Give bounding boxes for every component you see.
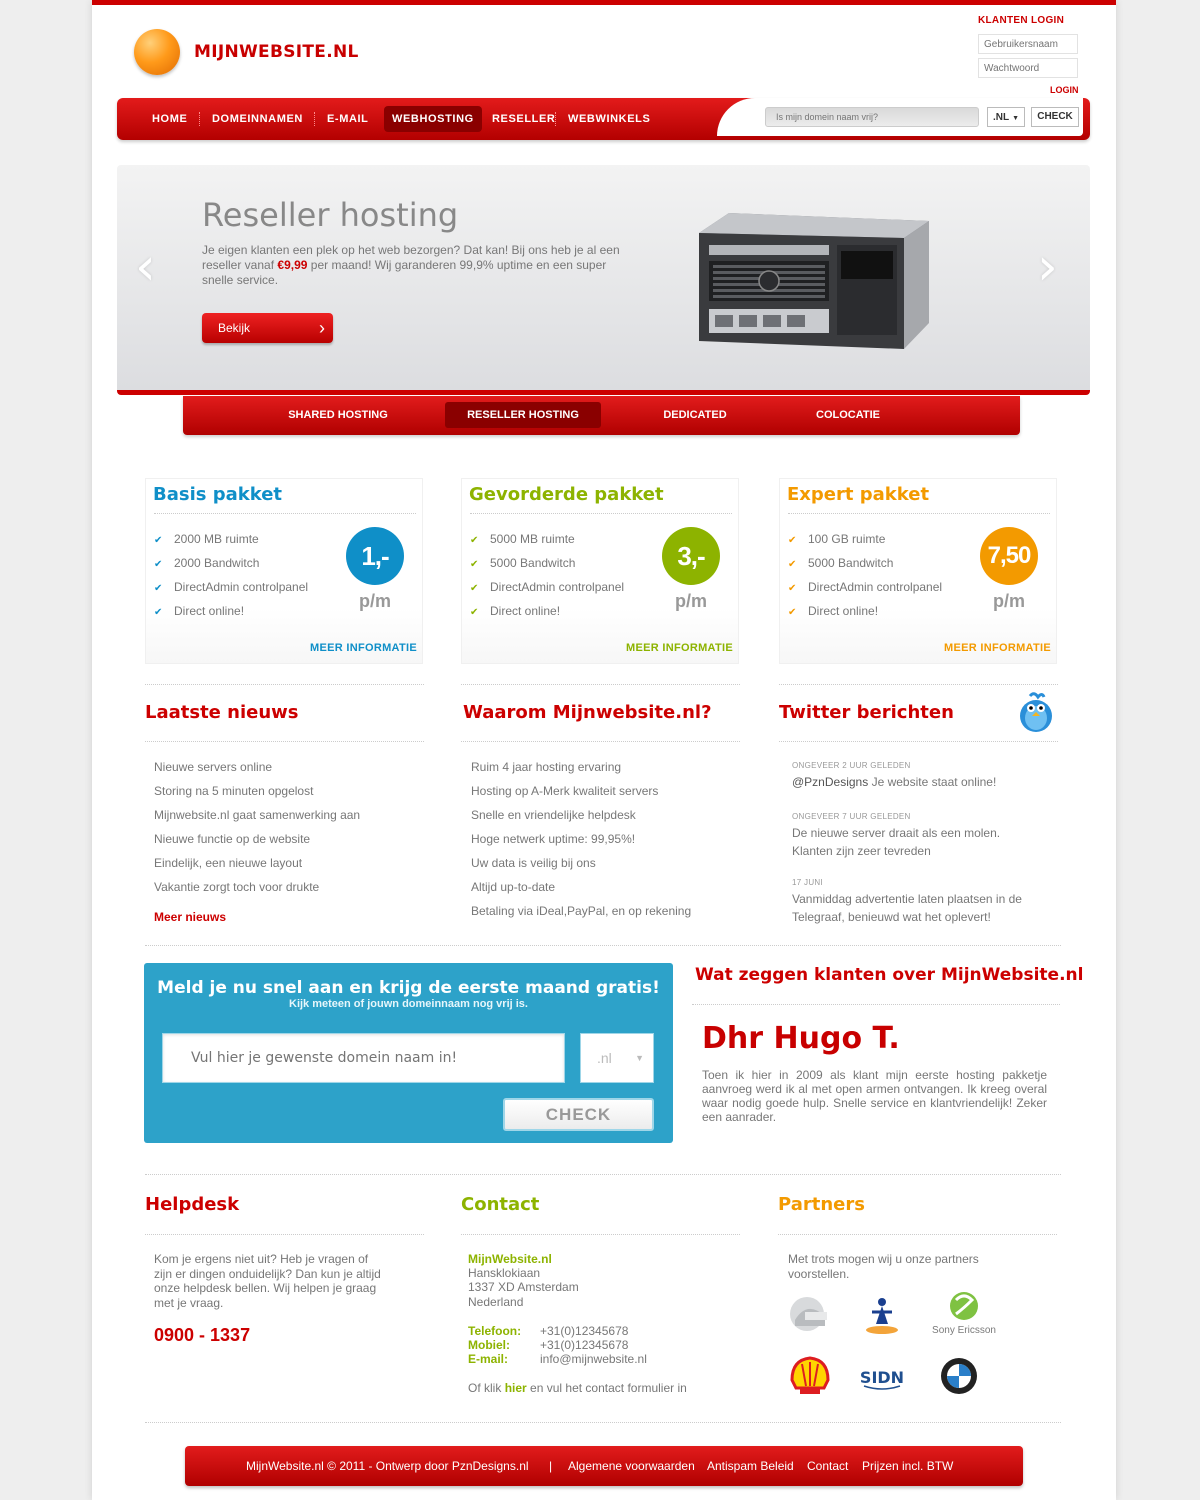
package-feature: 5000 Bandwitch (490, 556, 576, 570)
slider-next-arrow-icon[interactable]: › (1037, 237, 1058, 297)
partners-text: Met trots mogen wij u onze partners voorstellen. (788, 1252, 979, 1281)
testimonial-title: Wat zeggen klanten over MijnWebsite.nl (695, 965, 1084, 985)
contact-phone-value: +31(0)12345678 (540, 1324, 629, 1338)
package-card-expert (779, 478, 1057, 664)
footer-link-contact[interactable]: Contact (807, 1459, 849, 1473)
divider (154, 513, 416, 514)
login-link[interactable]: LOGIN (1050, 85, 1079, 95)
signup-title: Meld je nu snel aan en krijg de eerste maand gratis! (157, 978, 660, 998)
divider (145, 945, 1061, 946)
contact-form-link[interactable]: hier (504, 1381, 527, 1395)
divider (145, 741, 424, 742)
checkmark-icon: ✔ (154, 559, 163, 570)
footer-copyright: MijnWebsite.nl © 2011 - Ontwerp door PznDesigns.nl (246, 1459, 529, 1473)
sidn-label: SIDN (859, 1368, 905, 1387)
divider (461, 1234, 740, 1235)
contact-phone-label: Telefoon: (468, 1324, 522, 1338)
tweet-date: ONGEVEER 7 UUR GELEDEN (792, 812, 911, 821)
package-feature: DirectAdmin controlpanel (490, 580, 625, 594)
why-item: Uw data is veilig bij ons (471, 856, 596, 870)
contact-company: MijnWebsite.nl (468, 1252, 552, 1266)
slide-text-part: per maand! Wij garanderen 99,9% uptime en een super snelle service. (202, 258, 607, 287)
contact-form-text (468, 1381, 687, 1395)
news-item[interactable]: Nieuwe servers online (154, 760, 273, 774)
nav-item-reseller[interactable]: RESELLER (492, 113, 556, 125)
subnav-item-shared-hosting[interactable]: SHARED HOSTING (288, 409, 388, 421)
price-period: p/m (992, 591, 1025, 611)
tweet-handle-link[interactable]: @PznDesigns (792, 775, 869, 789)
divider (788, 513, 1050, 514)
server-image (689, 213, 937, 349)
tweet-body: Je website staat online! (871, 775, 997, 789)
price-badge: 7,50 (980, 527, 1038, 585)
package-title: Basis pakket (153, 484, 283, 505)
slider-prev-arrow-icon[interactable]: ‹ (135, 237, 156, 297)
partner-1-logo-icon[interactable] (785, 1290, 833, 1338)
divider (145, 1422, 1061, 1423)
why-item: Hoge netwerk uptime: 99,95%! (471, 832, 636, 846)
hosting-subnav (183, 396, 1020, 435)
partner-2-logo-icon[interactable] (858, 1290, 906, 1338)
footer-bar (185, 1446, 1023, 1486)
domain-search-input[interactable] (765, 107, 979, 127)
nav-item-email[interactable]: E-MAIL (327, 113, 369, 125)
signup-box (144, 963, 673, 1143)
twitter-title: Twitter berichten (779, 702, 954, 723)
divider (779, 741, 1058, 742)
contact-email-value[interactable]: info@mijnwebsite.nl (540, 1352, 647, 1366)
helpdesk-text: Kom je ergens niet uit? Heb je vragen of zijn er dingen onduidelijk? Dan kun je altijd onze helpdesk bellen. Wij helpen je graag met je vraag. (154, 1252, 381, 1310)
divider (145, 1234, 424, 1235)
signup-domain-input[interactable] (162, 1033, 565, 1083)
package-feature: 5000 Bandwitch (808, 556, 894, 570)
package-title: Gevorderde pakket (469, 484, 664, 505)
why-item: Altijd up-to-date (471, 880, 556, 894)
signup-check-button[interactable]: CHECK (503, 1098, 654, 1131)
footer-link-voorwaarden[interactable]: Algemene voorwaarden (568, 1459, 695, 1473)
page (92, 0, 1116, 1500)
package-feature: DirectAdmin controlpanel (174, 580, 309, 594)
username-input[interactable] (978, 34, 1078, 54)
sidn-logo-icon[interactable] (858, 1352, 906, 1400)
nav-item-webhosting[interactable]: WEBHOSTING (384, 106, 482, 132)
news-item[interactable]: Storing na 5 minuten opgelost (154, 784, 314, 798)
more-info-link[interactable]: MEER INFORMATIE (310, 642, 417, 654)
slide-price: €9,99 (277, 258, 308, 272)
signup-subtitle: Kijk meteen of jouwn domeinnaam nog vrij is. (289, 998, 528, 1010)
login-title: KLANTEN LOGIN (978, 15, 1065, 26)
slide-title: Reseller hosting (202, 196, 459, 234)
news-item[interactable]: Mijnwebsite.nl gaat samenwerking aan (154, 808, 361, 822)
contact-mobile-label: Mobiel: (468, 1338, 510, 1352)
slide-button-label: Bekijk (218, 321, 251, 335)
divider (145, 1174, 1061, 1175)
nav-separator (199, 112, 200, 126)
sony-ericsson-label: Sony Ericsson (932, 1325, 996, 1336)
slide-view-button[interactable] (202, 313, 333, 343)
checkmark-icon: ✔ (154, 607, 163, 618)
news-title: Laatste nieuws (145, 702, 299, 723)
chevron-down-icon: ▼ (635, 1053, 644, 1063)
checkmark-icon: ✔ (470, 559, 479, 570)
package-feature: 2000 MB ruimte (174, 532, 259, 546)
contact-mobile-value: +31(0)12345678 (540, 1338, 629, 1352)
why-item: Ruim 4 jaar hosting ervaring (471, 760, 622, 774)
tweet-text (792, 773, 1042, 791)
main-nav (117, 98, 1090, 140)
tweet-date: ONGEVEER 2 UUR GELEDEN (792, 761, 911, 770)
contact-form-text-part: en vul het contact formulier in (530, 1381, 687, 1395)
nav-item-webwinkels[interactable]: WEBWINKELS (568, 113, 651, 125)
divider (145, 684, 424, 685)
more-news-link[interactable]: Meer nieuws (154, 910, 227, 924)
package-feature: 100 GB ruimte (808, 532, 886, 546)
password-input[interactable] (978, 58, 1078, 78)
footer-separator: | (549, 1459, 553, 1473)
slide-text-part: Je eigen klanten een plek op het web bezorgen? Dat kan! Bij ons heb je al een reseller vanaf (202, 243, 620, 272)
price-period: p/m (358, 591, 391, 611)
news-item[interactable]: Vakantie zorgt toch voor drukte (154, 880, 320, 894)
twitter-bird-icon[interactable] (1016, 691, 1056, 735)
tweet-date: 17 JUNI (792, 878, 823, 887)
checkmark-icon: ✔ (470, 607, 479, 618)
why-item: Hosting op A-Merk kwaliteit servers (471, 784, 659, 798)
tld-value: .NL (993, 112, 1010, 123)
helpdesk-phone: 0900 - 1337 (154, 1325, 251, 1345)
hero-slider (117, 165, 1090, 395)
nav-separator (555, 112, 556, 126)
checkmark-icon: ✔ (470, 583, 479, 594)
package-feature: Direct online! (808, 604, 879, 618)
news-item[interactable]: Nieuwe functie op de website (154, 832, 311, 846)
logo-text[interactable]: MIJNWEBSITE.NL (194, 42, 359, 62)
price-period: p/m (674, 591, 707, 611)
checkmark-icon: ✔ (788, 607, 797, 618)
checkmark-icon: ✔ (154, 535, 163, 546)
footer-link-antispam[interactable]: Antispam Beleid (707, 1459, 794, 1473)
package-feature: 5000 MB ruimte (490, 532, 575, 546)
subnav-item-reseller-hosting[interactable]: RESELLER HOSTING (445, 402, 601, 428)
checkmark-icon: ✔ (470, 535, 479, 546)
divider (779, 684, 1058, 685)
price-badge: 3,- (662, 527, 720, 585)
testimonial-text: Toen ik hier in 2009 als klant mijn eerste hosting pakketje aanvroeg werd ik al met open armen ontvangen. Ik kreeg overal waar nodig goede hulp. Snelle service en klantvriendelijk! Zeker een aanrader. (702, 1068, 1047, 1124)
checkmark-icon: ✔ (788, 583, 797, 594)
why-item: Betaling via iDeal,PayPal, en op rekening (471, 904, 692, 918)
footer-link-prijzen[interactable]: Prijzen incl. BTW (862, 1459, 954, 1473)
news-item[interactable]: Eindelijk, een nieuwe layout (154, 856, 303, 870)
package-feature: Direct online! (490, 604, 561, 618)
price-badge: 1,- (346, 527, 404, 585)
contact-address-line: Hansklokiaan (468, 1266, 541, 1280)
helpdesk-title: Helpdesk (145, 1194, 240, 1215)
package-title: Expert pakket (787, 484, 930, 505)
divider (692, 1004, 1060, 1005)
sony-ericsson-logo-icon[interactable] (928, 1288, 1000, 1336)
chevron-down-icon: ▼ (1012, 115, 1020, 122)
nav-separator (314, 112, 315, 126)
contact-address-line: 1337 XD Amsterdam (468, 1280, 579, 1294)
signup-tld-value: .nl (597, 1050, 612, 1066)
why-item: Snelle en vriendelijke helpdesk (471, 808, 636, 822)
divider (778, 1234, 1057, 1235)
checkmark-icon: ✔ (788, 559, 797, 570)
domain-check-button[interactable]: CHECK (1031, 107, 1079, 127)
nav-item-home[interactable]: HOME (152, 113, 188, 125)
tweet-text: Vanmiddag advertentie laten plaatsen in de Telegraaf, benieuwd wat het oplevert! (792, 892, 1022, 924)
bmw-logo-icon[interactable] (935, 1352, 983, 1400)
contact-title: Contact (461, 1194, 540, 1215)
divider (461, 741, 740, 742)
package-feature: 2000 Bandwitch (174, 556, 260, 570)
slide-text (202, 243, 627, 288)
testimonial-name: Dhr Hugo T. (702, 1021, 900, 1056)
shell-logo-icon[interactable] (786, 1352, 834, 1400)
package-card-basis (145, 478, 423, 664)
checkmark-icon: ✔ (154, 583, 163, 594)
package-card-gevorderde (461, 478, 739, 664)
subnav-item-colocatie[interactable]: COLOCATIE (816, 409, 880, 421)
tweet-text: De nieuwe server draait als een molen. Klanten zijn zeer tevreden (792, 826, 1001, 858)
contact-address-line: Nederland (468, 1295, 524, 1309)
logo-icon[interactable] (134, 29, 180, 75)
package-feature: Direct online! (174, 604, 245, 618)
chevron-right-icon: › (319, 318, 325, 338)
why-title: Waarom Mijnwebsite.nl? (463, 702, 712, 723)
nav-item-domeinnamen[interactable]: DOMEINNAMEN (212, 113, 303, 125)
more-info-link[interactable]: MEER INFORMATIE (944, 642, 1051, 654)
checkmark-icon: ✔ (788, 535, 797, 546)
subnav-item-dedicated[interactable]: DEDICATED (663, 409, 727, 421)
divider (470, 513, 732, 514)
package-feature: DirectAdmin controlpanel (808, 580, 943, 594)
contact-form-text-part: Of klik (468, 1381, 502, 1395)
more-info-link[interactable]: MEER INFORMATIE (626, 642, 733, 654)
contact-email-label: E-mail: (468, 1352, 509, 1366)
partners-title: Partners (778, 1194, 865, 1215)
signup-tld-select[interactable] (580, 1033, 654, 1083)
divider (461, 684, 740, 685)
tld-select[interactable] (987, 107, 1025, 127)
